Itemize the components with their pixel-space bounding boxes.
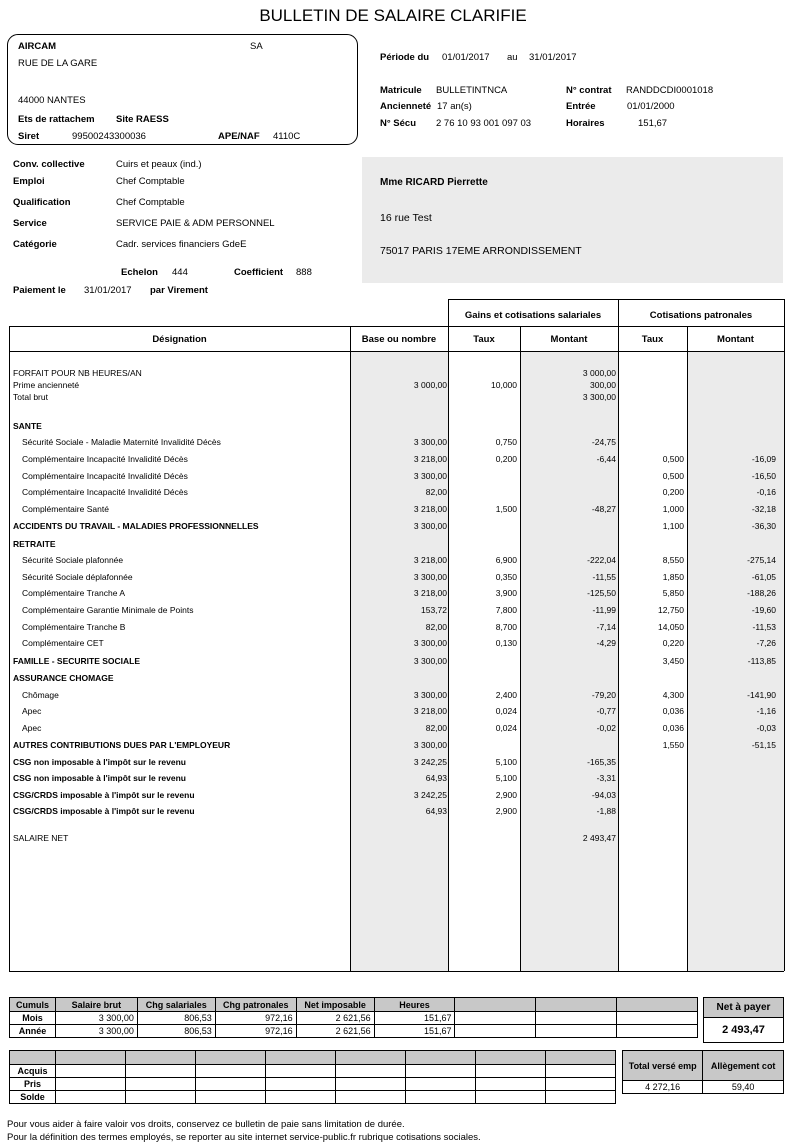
line-montant-patronal: -16,09 <box>751 454 776 464</box>
empty-header <box>536 998 617 1012</box>
salaire-brut-header: Salaire brut <box>55 998 137 1012</box>
empty-cell <box>536 1025 617 1038</box>
employee-name: Mme RICARD Pierrette <box>380 177 488 188</box>
line-montant: 2 493,47 <box>582 833 616 843</box>
empty-header <box>56 1051 126 1065</box>
line-montant: -94,03 <box>591 790 616 800</box>
categorie-label: Catégorie <box>13 239 57 250</box>
period-sep: au <box>507 52 518 63</box>
line-designation: FORFAIT POUR NB HEURES/AN <box>13 368 142 378</box>
line-designation: Apec <box>22 723 42 733</box>
line-taux: 7,800 <box>495 605 517 615</box>
site: Site RAESS <box>116 114 169 125</box>
designation-header: Désignation <box>152 334 207 345</box>
ape-label: APE/NAF <box>218 131 260 142</box>
line-designation: SALAIRE NET <box>13 833 69 843</box>
line-base: 82,00 <box>425 487 447 497</box>
line-taux-patronal: 0,036 <box>662 723 684 733</box>
empty-cell <box>536 1012 617 1025</box>
cumuls-table <box>9 997 698 1038</box>
page-title: BULLETIN DE SALAIRE CLARIFIE <box>259 6 527 25</box>
line-taux-patronal: 1,850 <box>662 572 684 582</box>
period-label: Période du <box>380 52 430 63</box>
line-montant: -165,35 <box>587 757 616 767</box>
cumuls-row-mois <box>10 1012 698 1025</box>
line-designation: CSG/CRDS imposable à l'impôt sur le revenu <box>13 790 195 800</box>
gains-header: Gains et cotisations salariales <box>464 310 602 321</box>
line-montant-patronal: -32,18 <box>751 504 776 514</box>
line-montant-patronal: -188,26 <box>747 588 776 598</box>
hdr-top-line <box>448 299 784 300</box>
line-designation: ASSURANCE CHOMAGE <box>13 673 114 683</box>
taux-p-header: Taux <box>641 334 664 345</box>
col-line-1 <box>350 326 351 971</box>
cumul-value: 2 621,56 <box>296 1012 374 1025</box>
net-table <box>703 997 784 1043</box>
line-taux: 2,900 <box>495 790 517 800</box>
empty-header <box>10 1051 56 1065</box>
net-value: 2 493,47 <box>704 1018 784 1043</box>
emploi: Chef Comptable <box>116 176 185 187</box>
line-designation: Complémentaire Garantie Minimale de Points <box>22 605 194 615</box>
cumuls-header-row <box>10 998 698 1012</box>
line-base: 82,00 <box>425 723 447 733</box>
line-montant: -11,55 <box>592 572 616 582</box>
line-taux: 2,400 <box>495 690 517 700</box>
line-taux-patronal: 1,000 <box>662 504 684 514</box>
echelon-label: Echelon <box>121 267 158 278</box>
line-taux: 0,350 <box>495 572 517 582</box>
taux-header: Taux <box>473 334 495 345</box>
employer-city: 44000 NANTES <box>18 95 86 106</box>
line-taux: 3,900 <box>495 588 517 598</box>
contrat: RANDDCDI0001018 <box>626 85 714 96</box>
empty-cell <box>617 1025 698 1038</box>
cumul-label: Année <box>10 1025 56 1038</box>
empty-cell <box>617 1012 698 1025</box>
cumul-value: 3 300,00 <box>55 1025 137 1038</box>
line-montant: -222,04 <box>587 555 616 565</box>
empty-cell <box>455 1012 536 1025</box>
employer-name: AIRCAM <box>18 41 56 52</box>
line-montant: -11,99 <box>592 605 616 615</box>
footer-line-2: Pour la définition des termes employés, se reporter au site internet service-public.fr rubrique cotisations sociales. <box>7 1132 481 1143</box>
employer-form: SA <box>250 41 263 52</box>
line-designation: RETRAITE <box>13 539 56 549</box>
line-designation: Apec <box>22 706 42 716</box>
qualif: Chef Comptable <box>116 197 185 208</box>
empty-header <box>617 998 698 1012</box>
col-line-3 <box>520 326 521 971</box>
base-header: Base ou nombre <box>361 334 437 345</box>
net-label: Net à payer <box>704 998 784 1018</box>
empty-header <box>476 1051 546 1065</box>
total-verse-label: Total versé emp <box>623 1051 703 1081</box>
line-taux-patronal: 0,036 <box>662 706 684 716</box>
line-montant-patronal: -51,15 <box>751 740 776 750</box>
line-taux-patronal: 0,500 <box>662 471 684 481</box>
siret-label: Siret <box>18 131 40 142</box>
line-designation: Total brut <box>13 392 48 402</box>
line-montant-patronal: -61,05 <box>751 572 776 582</box>
employee-city: 75017 PARIS 17EME ARRONDISSEMENT <box>380 245 582 257</box>
line-designation: Complémentaire Incapacité Invalidité Décès <box>22 471 188 481</box>
line-taux: 0,024 <box>495 706 517 716</box>
employer-box <box>7 34 358 145</box>
line-base: 3 242,25 <box>413 790 447 800</box>
montant-header: Montant <box>550 334 588 345</box>
line-taux-patronal: 4,300 <box>662 690 684 700</box>
line-designation: FAMILLE - SECURITE SOCIALE <box>13 656 141 666</box>
line-montant: -0,77 <box>596 706 616 716</box>
line-base: 3 300,00 <box>413 656 447 666</box>
line-montant: -7,14 <box>596 622 616 632</box>
line-montant-patronal: -275,14 <box>747 555 776 565</box>
conges-label: Pris <box>10 1078 56 1091</box>
totals-table <box>622 1050 784 1094</box>
line-taux-patronal: 8,550 <box>662 555 684 565</box>
line-montant-patronal: -11,53 <box>752 622 776 632</box>
net-imposable-header: Net imposable <box>296 998 374 1012</box>
line-base: 3 218,00 <box>413 454 447 464</box>
line-base: 3 300,00 <box>413 471 447 481</box>
line-base: 82,00 <box>425 622 447 632</box>
line-taux: 0,130 <box>495 638 517 648</box>
horaires: 151,67 <box>638 118 668 129</box>
conv-label: Conv. collective <box>13 159 85 170</box>
empty-header <box>266 1051 336 1065</box>
cumul-label: Mois <box>10 1012 56 1025</box>
col-line-5 <box>687 326 688 971</box>
line-base: 153,72 <box>421 605 447 615</box>
line-montant: -48,27 <box>591 504 616 514</box>
line-base: 3 218,00 <box>413 588 447 598</box>
line-taux-patronal: 5,850 <box>662 588 684 598</box>
line-designation: Sécurité Sociale - Maladie Maternité Invalidité Décès <box>22 437 221 447</box>
line-montant-patronal: -19,60 <box>751 605 776 615</box>
table-bottom-line <box>9 971 784 972</box>
footer-line-1: Pour vous aider à faire valoir vos droits, conservez ce bulletin de paie sans limitation de durée. <box>7 1119 405 1130</box>
ape: 4110C <box>273 131 301 142</box>
qualif-label: Qualification <box>13 197 71 208</box>
line-base: 3 242,25 <box>413 757 447 767</box>
line-taux: 0,024 <box>495 723 517 733</box>
line-designation: Complémentaire Santé <box>22 504 109 514</box>
paiement-mode: par Virement <box>150 285 208 296</box>
line-designation: CSG non imposable à l'impôt sur le revenu <box>13 773 187 783</box>
line-taux-patronal: 0,500 <box>662 454 684 464</box>
line-designation: CSG/CRDS imposable à l'impôt sur le revenu <box>13 806 195 816</box>
line-montant: -0,02 <box>596 723 616 733</box>
montant-p-header: Montant <box>717 334 754 345</box>
line-base: 3 300,00 <box>413 690 447 700</box>
employer-address: RUE DE LA GARE <box>18 58 98 69</box>
line-montant: -1,88 <box>596 806 616 816</box>
empty-header <box>455 998 536 1012</box>
cumul-value: 972,16 <box>215 1012 296 1025</box>
col-line-0 <box>9 326 10 971</box>
empty-header <box>406 1051 476 1065</box>
col-line-2 <box>448 299 449 971</box>
line-montant-patronal: -16,50 <box>751 471 776 481</box>
heures-header: Heures <box>374 998 455 1012</box>
conges-label: Solde <box>10 1091 56 1104</box>
hdr-mid-line <box>9 326 784 327</box>
line-taux-patronal: 12,750 <box>658 605 684 615</box>
line-designation: Complémentaire Incapacité Invalidité Décès <box>22 454 188 464</box>
line-taux: 8,700 <box>495 622 517 632</box>
line-taux: 5,100 <box>495 773 517 783</box>
line-taux-patronal: 0,220 <box>662 638 684 648</box>
line-designation: CSG non imposable à l'impôt sur le revenu <box>13 757 187 767</box>
line-designation: Complémentaire Incapacité Invalidité Décès <box>22 487 188 497</box>
line-taux-patronal: 0,200 <box>662 487 684 497</box>
line-montant-patronal: -0,16 <box>756 487 776 497</box>
line-montant: 3 300,00 <box>582 392 616 402</box>
line-taux: 1,500 <box>495 504 517 514</box>
line-montant: -125,50 <box>587 588 616 598</box>
col-line-6 <box>784 299 785 971</box>
line-designation: AUTRES CONTRIBUTIONS DUES PAR L'EMPLOYEUR <box>13 740 231 750</box>
service-label: Service <box>13 218 47 229</box>
cumul-value: 151,67 <box>374 1012 455 1025</box>
line-base: 3 300,00 <box>413 572 447 582</box>
line-montant-patronal: -0,03 <box>756 723 776 733</box>
line-montant: -24,75 <box>591 437 616 447</box>
emploi-label: Emploi <box>13 176 45 187</box>
cumul-value: 151,67 <box>374 1025 455 1038</box>
line-designation: Sécurité Sociale plafonnée <box>22 555 124 565</box>
empty-header <box>336 1051 406 1065</box>
conges-header-row <box>10 1051 616 1065</box>
entree: 01/01/2000 <box>627 101 675 112</box>
cumul-value: 972,16 <box>215 1025 296 1038</box>
siret: 99500243300036 <box>72 131 146 142</box>
patronales-header: Cotisations patronales <box>649 310 753 321</box>
line-taux-patronal: 1,100 <box>662 521 684 531</box>
matricule-label: Matricule <box>380 85 422 96</box>
line-taux: 5,100 <box>495 757 517 767</box>
line-designation: Chômage <box>22 690 59 700</box>
allegement-label: Allègement cot <box>703 1051 784 1081</box>
line-montant-patronal: -7,26 <box>756 638 776 648</box>
coef-label: Coefficient <box>234 267 284 278</box>
employee-address: 16 rue Test <box>380 212 432 224</box>
line-designation: Sécurité Sociale déplafonnée <box>22 572 133 582</box>
line-base: 3 300,00 <box>413 521 447 531</box>
col-line-4 <box>618 299 619 971</box>
cumul-value: 806,53 <box>137 1025 215 1038</box>
line-base: 64,93 <box>425 773 447 783</box>
secu-label: N° Sécu <box>380 118 417 129</box>
line-montant-patronal: -113,85 <box>747 656 776 666</box>
line-taux: 6,900 <box>495 555 517 565</box>
line-taux-patronal: 14,050 <box>658 622 684 632</box>
conges-table <box>9 1050 616 1104</box>
line-designation: Prime ancienneté <box>13 380 80 390</box>
cumul-value: 806,53 <box>137 1012 215 1025</box>
categorie: Cadr. services financiers GdeE <box>116 239 247 250</box>
total-verse-value: 4 272,16 <box>623 1081 703 1094</box>
line-taux: 10,000 <box>491 380 517 390</box>
line-designation: ACCIDENTS DU TRAVAIL - MALADIES PROFESSIONNELLES <box>13 521 259 531</box>
line-base: 3 218,00 <box>413 706 447 716</box>
line-montant-patronal: -36,30 <box>751 521 776 531</box>
matricule: BULLETINTNCA <box>436 85 508 96</box>
paiement-label: Paiement le <box>13 285 66 296</box>
line-base: 3 218,00 <box>413 555 447 565</box>
line-base: 3 300,00 <box>413 638 447 648</box>
line-base: 64,93 <box>425 806 447 816</box>
cumul-value: 3 300,00 <box>55 1012 137 1025</box>
hdr-bottom-line <box>9 351 784 352</box>
service: SERVICE PAIE & ADM PERSONNEL <box>116 218 275 229</box>
line-taux: 0,750 <box>495 437 517 447</box>
entree-label: Entrée <box>566 101 596 112</box>
line-montant-patronal: -1,16 <box>756 706 776 716</box>
cumuls-header: Cumuls <box>10 998 56 1012</box>
line-taux: 2,900 <box>495 806 517 816</box>
allegement-value: 59,40 <box>703 1081 784 1094</box>
line-base: 3 218,00 <box>413 504 447 514</box>
secu: 2 76 10 93 001 097 03 <box>436 118 532 129</box>
empty-header <box>196 1051 266 1065</box>
chg-salariales-header: Chg salariales <box>137 998 215 1012</box>
empty-header <box>126 1051 196 1065</box>
line-designation: Complémentaire Tranche A <box>22 588 125 598</box>
chg-patronales-header: Chg patronales <box>215 998 296 1012</box>
line-base: 3 300,00 <box>413 437 447 447</box>
line-taux-patronal: 1,550 <box>662 740 684 750</box>
cumuls-row-annee <box>10 1025 698 1038</box>
line-taux-patronal: 3,450 <box>662 656 684 666</box>
line-montant: 300,00 <box>590 380 616 390</box>
line-montant: -6,44 <box>596 454 616 464</box>
conv: Cuirs et peaux (ind.) <box>116 159 202 170</box>
line-montant: -79,20 <box>591 690 616 700</box>
line-montant: 3 000,00 <box>582 368 616 378</box>
cumul-value: 2 621,56 <box>296 1025 374 1038</box>
line-designation: SANTE <box>13 421 42 431</box>
line-montant-patronal: -141,90 <box>747 690 776 700</box>
line-taux: 0,200 <box>495 454 517 464</box>
conges-label: Acquis <box>10 1065 56 1078</box>
period-from: 01/01/2017 <box>442 52 490 63</box>
line-montant: -3,31 <box>596 773 616 783</box>
line-base: 3 300,00 <box>413 740 447 750</box>
horaires-label: Horaires <box>566 118 605 129</box>
line-montant: -4,29 <box>596 638 616 648</box>
line-base: 3 000,00 <box>413 380 447 390</box>
coef: 888 <box>296 267 312 278</box>
anciennete-label: Ancienneté <box>380 101 432 112</box>
period-to: 31/01/2017 <box>529 52 577 63</box>
line-designation: Complémentaire Tranche B <box>22 622 126 632</box>
empty-cell <box>455 1025 536 1038</box>
anciennete: 17 an(s) <box>437 101 472 112</box>
ets-label: Ets de rattachem <box>18 114 95 125</box>
contrat-label: N° contrat <box>566 85 612 96</box>
empty-header <box>546 1051 616 1065</box>
line-designation: Complémentaire CET <box>22 638 104 648</box>
echelon: 444 <box>172 267 188 278</box>
paiement: 31/01/2017 <box>84 285 132 296</box>
